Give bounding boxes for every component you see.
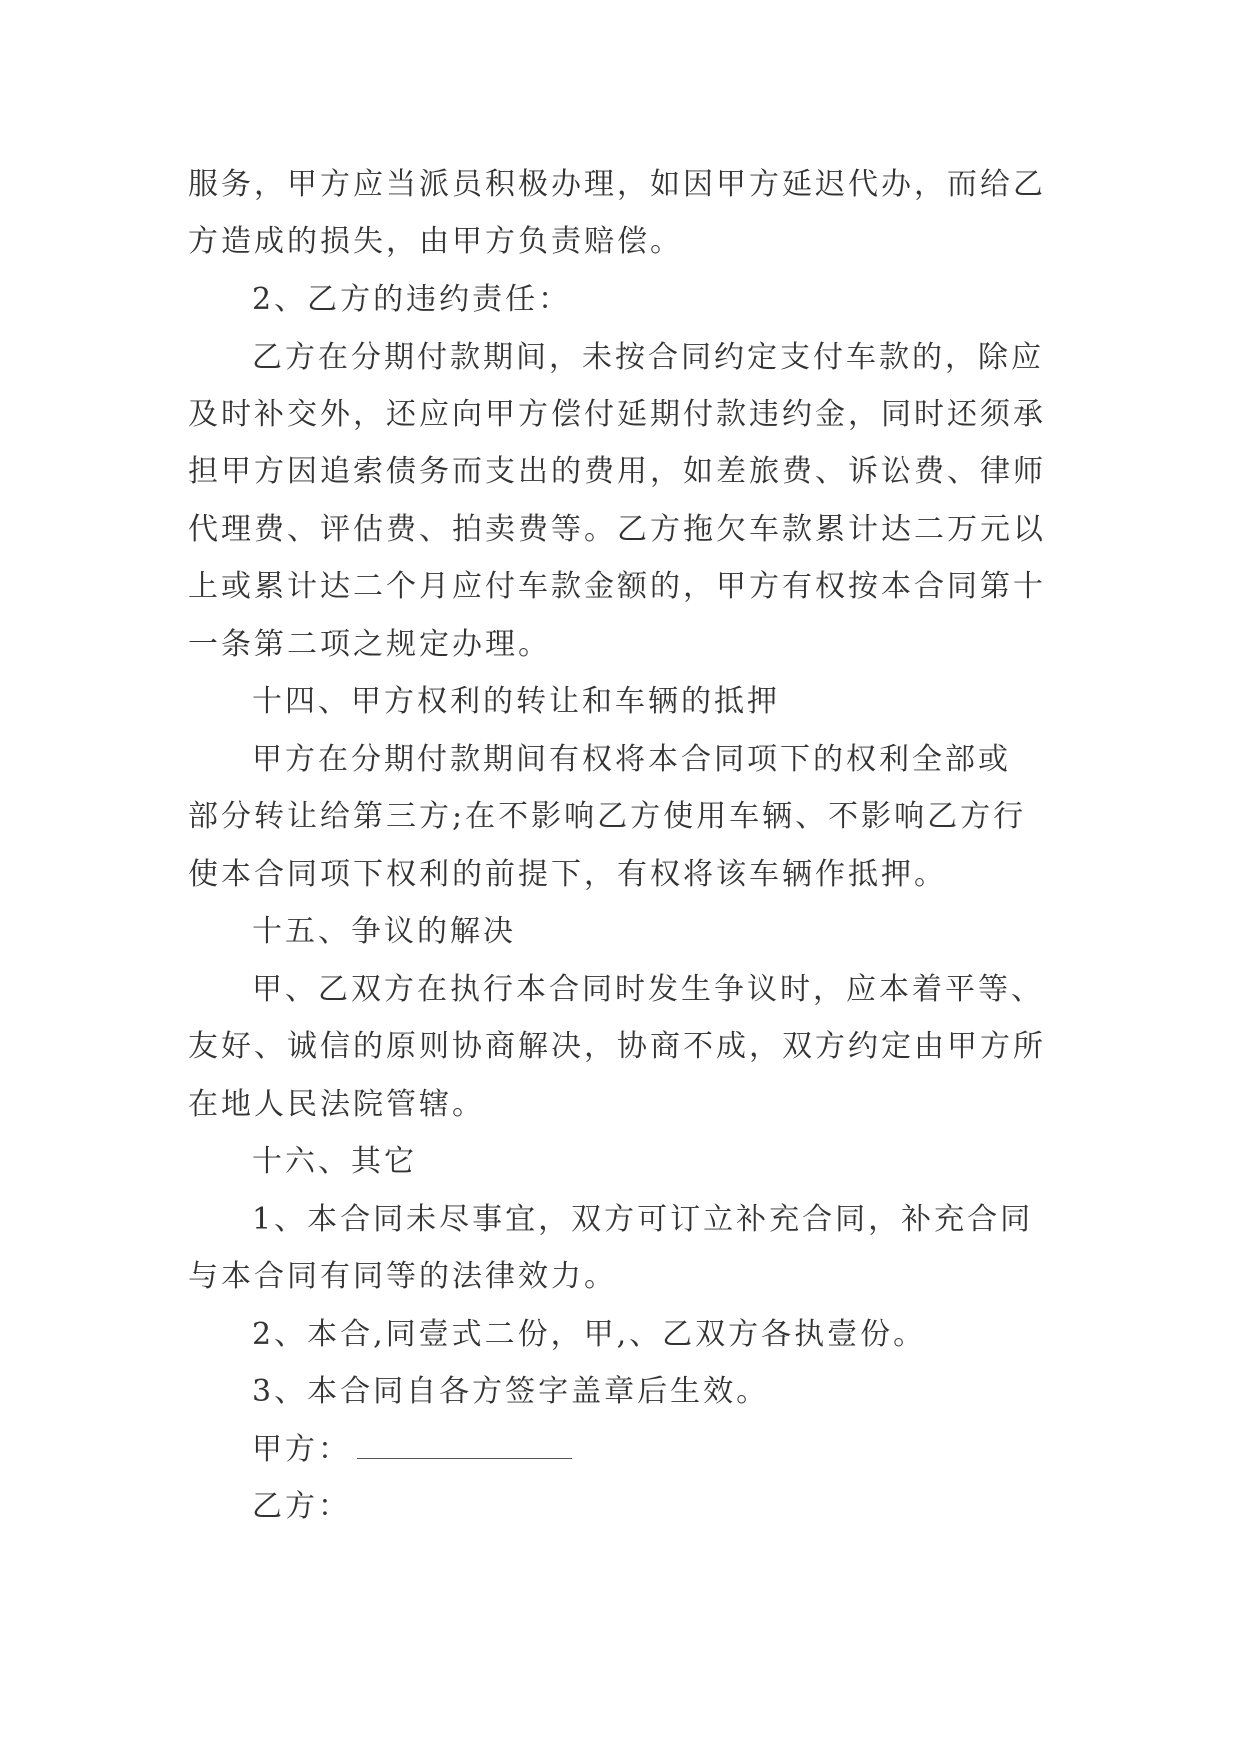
- paragraph-line: 友好、诚信的原则协商解决，协商不成，双方约定由甲方所: [188, 1029, 1046, 1064]
- paragraph-line: 1、本合同未尽事宜，双方可订立补充合同，补充合同: [252, 1202, 1034, 1237]
- section-heading: 十六、其它: [252, 1144, 417, 1179]
- paragraph-line: 2、本合,同壹式二份，甲,、乙双方各执壹份。: [252, 1317, 927, 1352]
- party-b-signature-line: [252, 1487, 351, 1527]
- paragraph-line: 与本合同有同等的法律效力。: [188, 1259, 617, 1294]
- paragraph-line: 一条第二项之规定办理。: [188, 627, 551, 662]
- paragraph-line: 担甲方因追索债务而支出的费用，如差旅费、诉讼费、律师: [188, 454, 1046, 489]
- paragraph-line: 甲方在分期付款期间有权将本合同项下的权利全部或: [252, 742, 1011, 777]
- paragraph-line: 使本合同项下权利的前提下，有权将该车辆作抵押。: [188, 857, 947, 892]
- party-a-label: 甲方：: [252, 1432, 351, 1467]
- paragraph-line: 乙方在分期付款期间，未按合同约定支付车款的，除应: [252, 340, 1044, 375]
- paragraph-line: 服务，甲方应当派员积极办理，如因甲方延迟代办，而给乙: [188, 167, 1046, 202]
- paragraph-line: 上或累计达二个月应付车款金额的，甲方有权按本合同第十: [188, 569, 1046, 604]
- paragraph-line: 3、本合同自各方签字盖章后生效。: [252, 1374, 770, 1409]
- paragraph-line: 甲、乙双方在执行本合同时发生争议时，应本着平等、: [252, 972, 1044, 1007]
- clause-heading: 2、乙方的违约责任：: [252, 282, 572, 317]
- paragraph-line: 部分转让给第三方;在不影响乙方使用车辆、不影响乙方行: [188, 799, 1027, 834]
- party-b-label: 乙方：: [252, 1489, 351, 1524]
- paragraph-line: 及时补交外，还应向甲方偿付延期付款违约金，同时还须承: [188, 397, 1046, 432]
- party-a-signature-blank: [357, 1432, 572, 1459]
- section-heading: 十五、争议的解决: [252, 914, 516, 949]
- paragraph-line: 代理费、评估费、拍卖费等。乙方拖欠车款累计达二万元以: [188, 512, 1046, 547]
- paragraph-line: 在地人民法院管辖。: [188, 1087, 485, 1122]
- paragraph-line: 方造成的损失，由甲方负责赔偿。: [188, 224, 683, 259]
- section-heading: 十四、甲方权利的转让和车辆的抵押: [252, 684, 780, 719]
- party-a-signature-line: [252, 1430, 572, 1470]
